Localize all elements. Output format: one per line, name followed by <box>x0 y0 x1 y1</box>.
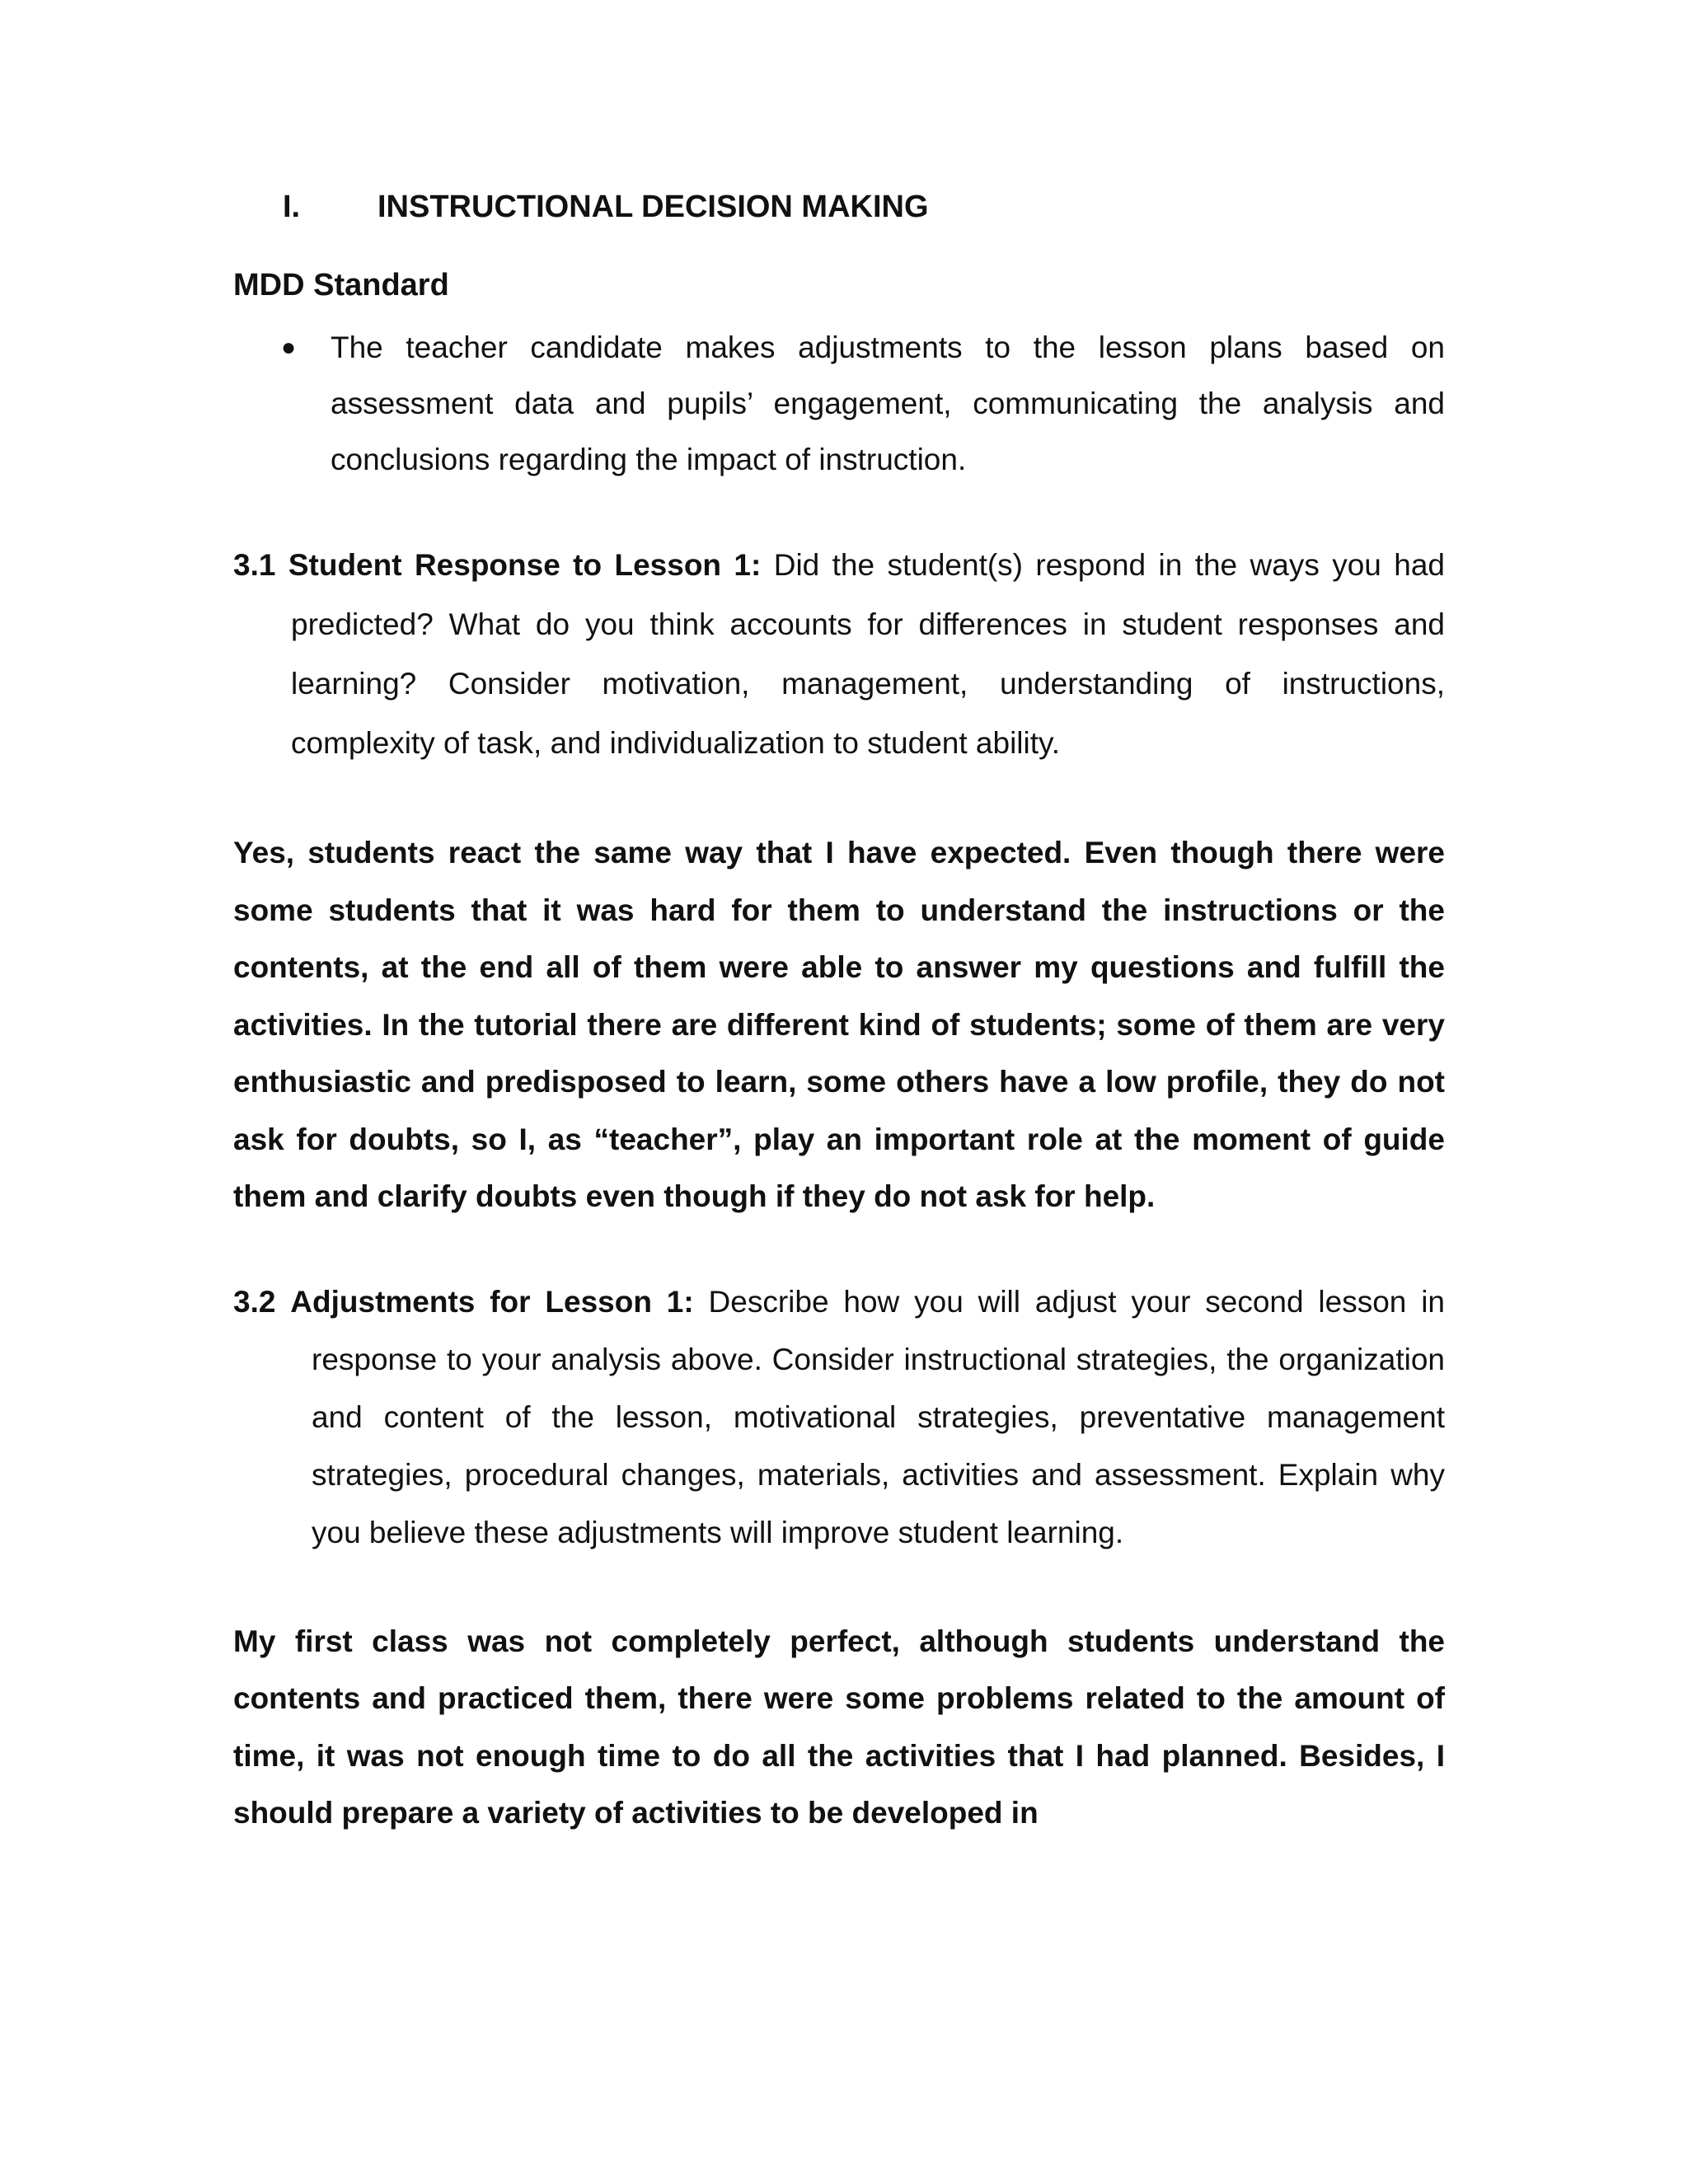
question-3-2-title: Adjustments for Lesson 1: <box>290 1284 694 1319</box>
bullet-dot-icon: ● <box>281 334 297 361</box>
standard-bullet-item <box>233 320 1445 488</box>
answer-3-2: My first class was not completely perfect, although students understand the contents and practiced them, there were some problems related to the amount of time, it was not enough time to do all the activities that I had planned. Besides, I should prepare a variety of activities to be developed in <box>233 1624 1445 1830</box>
document-page <box>233 190 1445 1872</box>
question-3-2-number: 3.2 <box>233 1284 276 1319</box>
question-3-2-prompt: Describe how you will adjust your second lesson in response to your analysis above. Consider instructional strategies, the organization and content of the lesson, motivational strategies, preventative management strategies, procedural changes, materials, activities and assessment. Explain why you believe these adjustments will improve student learning. <box>312 1284 1446 1549</box>
standard-bullet-text: The teacher candidate makes adjustments to the lesson plans based on assessment data and pupils’ engagement, communicating the analysis and conclusions regarding the impact of instruction. <box>331 330 1445 476</box>
question-3-1-title: Student Response to Lesson 1: <box>288 548 762 582</box>
question-3-2 <box>233 1273 1445 1562</box>
standard-title: MDD Standard <box>233 268 449 302</box>
section-heading <box>283 190 1445 225</box>
standard-bullet-list <box>233 320 1445 488</box>
section-numeral: I. <box>283 190 301 224</box>
section-title: INSTRUCTIONAL DECISION MAKING <box>377 190 929 224</box>
question-3-1 <box>233 536 1445 773</box>
question-3-1-prompt: Did the student(s) respond in the ways you had predicted? What do you think accounts for differences in student responses and learning? Consider motivation, management, understanding of instructions, complexity of task, and individualization to student ability. <box>291 548 1446 760</box>
answer-3-1: Yes, students react the same way that I have expected. Even though there were some students that it was hard for them to understand the instructions or the contents, at the end all of them were able to answer my questions and fulfill the activities. In the tutorial there are different kind of students; some of them are very enthusiastic and predisposed to learn, some others have a low profile, they do not ask for doubts, so I, as “teacher”, play an important role at the moment of guide them and clarify doubts even though if they do not ask for help. <box>233 836 1445 1213</box>
question-3-1-number: 3.1 <box>233 548 276 582</box>
